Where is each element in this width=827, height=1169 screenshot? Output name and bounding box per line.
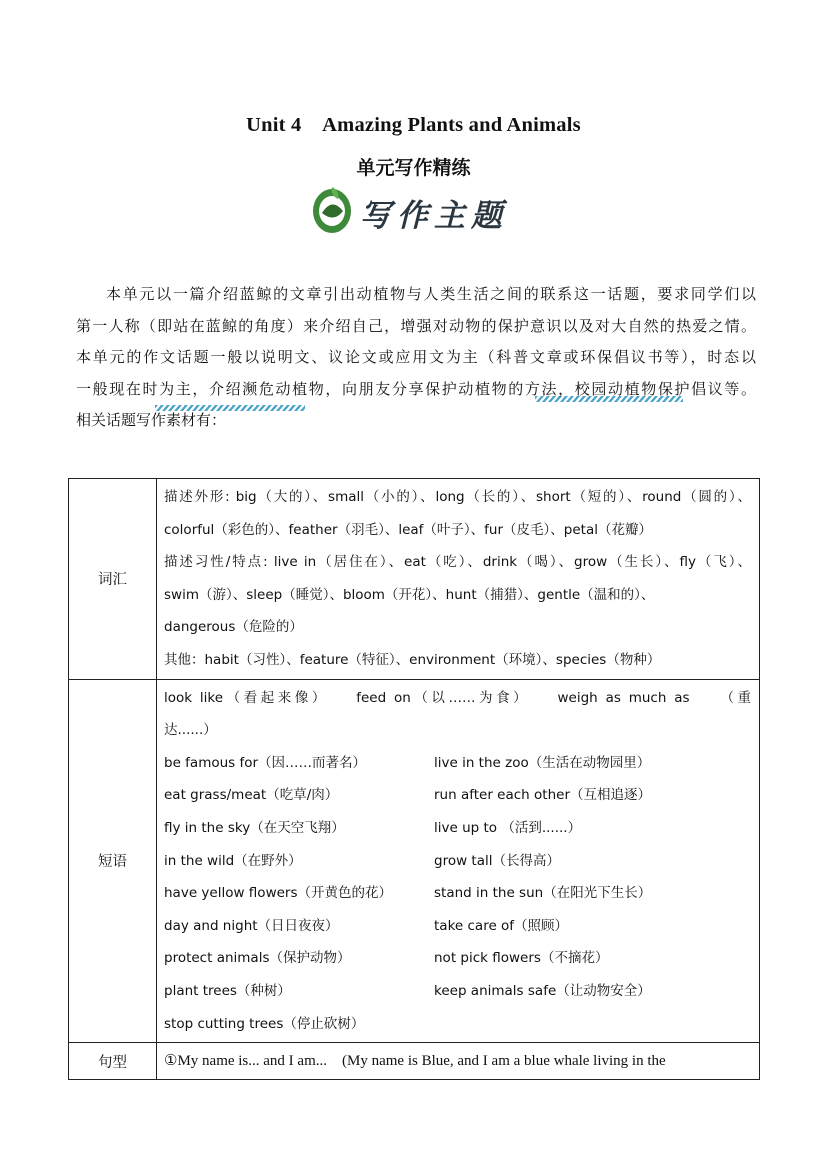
- table-row-sentences: [69, 1043, 760, 1080]
- content-cell: [157, 679, 760, 1043]
- phrase-right: not pick flowers（不摘花）: [434, 950, 609, 967]
- phrase-left: plant trees（种树）: [164, 982, 291, 999]
- phrase-right: take care of（照顾）: [434, 917, 569, 934]
- phrase-line: stop cutting trees（停止砍树）: [164, 1015, 365, 1032]
- phrase-line: 达......）: [164, 722, 217, 739]
- phrase-pair: [164, 942, 751, 975]
- page-title: Unit 4 Amazing Plants and Animals: [246, 114, 581, 136]
- content-cell: [157, 1043, 760, 1080]
- phrase-right: keep animals safe（让动物安全）: [434, 982, 651, 999]
- category-cell: 短语: [69, 679, 157, 1043]
- sentence-line: ①My name is... and I am... (My name is Blue, and I am a blue whale living in the: [164, 1053, 666, 1070]
- leaf-badge-icon: [310, 183, 354, 235]
- vocab-line: 描述习性/特点: live in（居住在）、eat（吃）、drink（喝）、grow（生长）、fly（飞）、: [164, 554, 751, 571]
- phrase-pair: [164, 747, 751, 780]
- phrase-right: grow tall（长得高）: [434, 852, 560, 869]
- phrase-line: look like（看起来像） feed on（以……为食） weigh as much as （重: [164, 689, 751, 706]
- phrase-left: eat grass/meat（吃草/肉）: [164, 787, 339, 804]
- section-banner: [150, 180, 685, 248]
- vocab-line: colorful（彩色的）、feather（羽毛）、leaf（叶子）、fur（皮毛）、petal（花瓣）: [164, 521, 652, 538]
- phrase-pair: [164, 877, 751, 910]
- banner-label: 写作主题: [360, 198, 508, 234]
- phrase-pair: [164, 812, 751, 845]
- phrase-left: protect animals（保护动物）: [164, 950, 351, 967]
- table-row-vocab: [69, 479, 760, 680]
- vocab-line: 其他：habit（习性）、feature（特征）、environment（环境）、species（物种）: [164, 651, 661, 668]
- table-row-phrases: [69, 679, 760, 1043]
- vocab-line: swim（游）、sleep（睡觉）、bloom（开花）、hunt（捕猎）、gentle（温和的）、: [164, 586, 655, 603]
- phrase-right: run after each other（互相追逐）: [434, 787, 651, 804]
- phrase-pair: [164, 975, 751, 1008]
- phrase-right: live up to （活到......）: [434, 819, 582, 836]
- phrase-left: fly in the sky（在天空飞翔）: [164, 819, 345, 836]
- phrase-right: live in the zoo（生活在动物园里）: [434, 754, 651, 771]
- intro-paragraph: [76, 279, 756, 437]
- vocab-line: dangerous（危险的）: [164, 619, 303, 636]
- intro-line: 一般现在时为主，介绍濒危动植物，向朋友分享保护动植物的方法，校园动植物保护倡议等。: [76, 379, 756, 398]
- content-cell: [157, 479, 760, 680]
- phrase-pair: [164, 910, 751, 943]
- phrase-pair: [164, 779, 751, 812]
- intro-line: 本单元的作文话题一般以说明文、议论文或应用文为主（科普文章或环保倡议书等），时态以: [76, 348, 756, 366]
- material-table: [68, 478, 760, 1080]
- phrase-left: be famous for（因……而著名）: [164, 754, 367, 771]
- phrase-right: stand in the sun（在阳光下生长）: [434, 885, 652, 902]
- intro-line: 本单元以一篇介绍蓝鲸的文章引出动植物与人类生活之间的联系这一话题，要求同学们以: [106, 285, 756, 303]
- phrase-pair: [164, 845, 751, 878]
- phrase-left: in the wild（在野外）: [164, 852, 302, 869]
- intro-line: 相关话题写作素材有：: [76, 411, 227, 429]
- category-cell: 句型: [69, 1043, 157, 1080]
- intro-line: 第一人称（即站在蓝鲸的角度）来介绍自己，增强对动物的保护意识以及对大自然的热爱之情。: [76, 316, 756, 335]
- page-subtitle: 单元写作精练: [356, 157, 471, 179]
- vocab-line: 描述外形: big（大的）、small（小的）、long（长的）、short（短的）、round（圆的）、: [164, 489, 751, 505]
- phrase-left: have yellow flowers（开黄色的花）: [164, 885, 392, 902]
- category-cell: 词汇: [69, 479, 157, 680]
- phrase-left: day and night（日日夜夜）: [164, 917, 339, 934]
